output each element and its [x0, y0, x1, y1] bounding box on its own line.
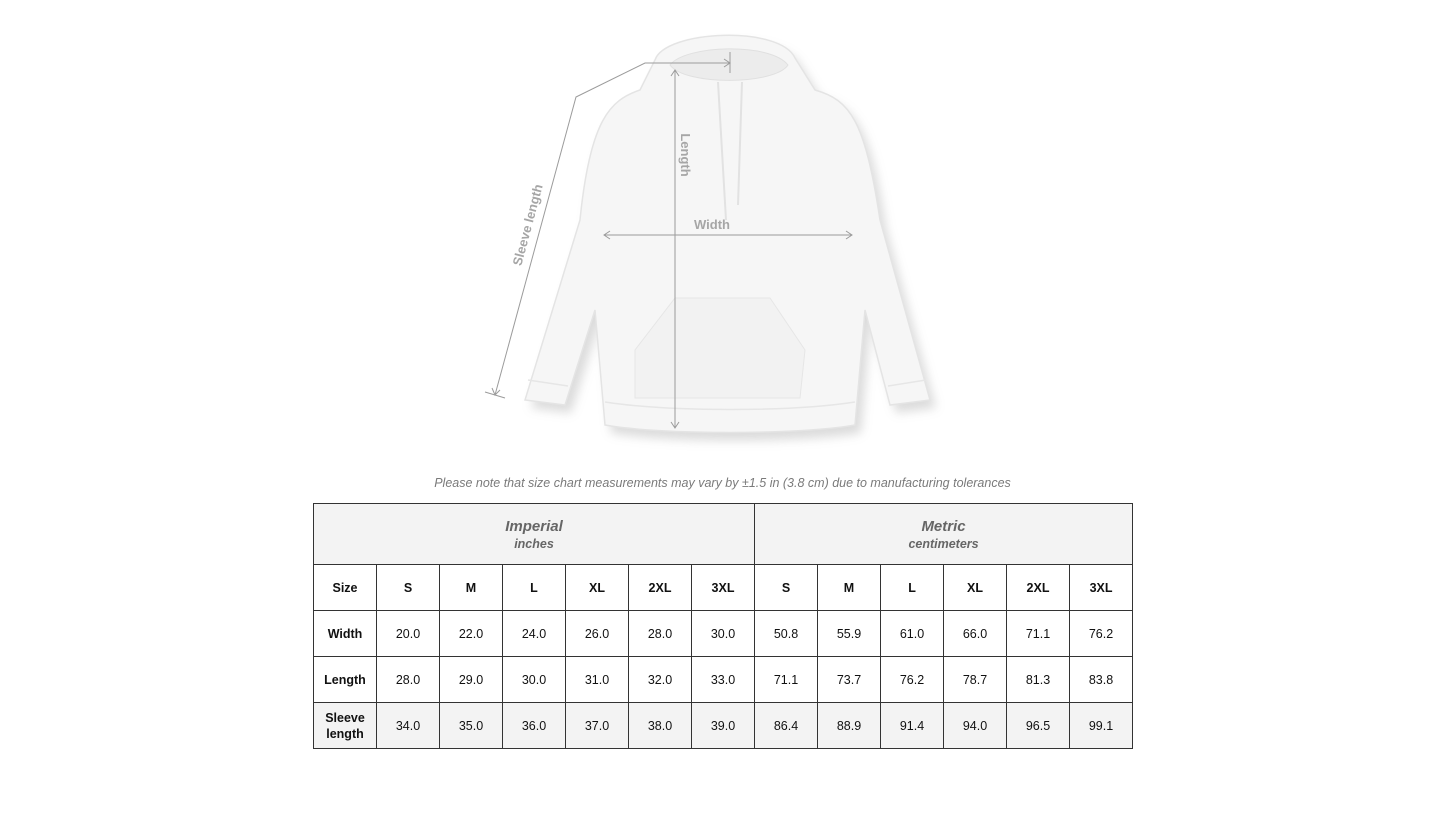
table-cell: 55.9: [818, 611, 881, 657]
unit-group-row: [314, 504, 1133, 565]
table-cell: 76.2: [881, 657, 944, 703]
sleeve-length-label: Sleeve length: [509, 182, 546, 268]
table-cell: 37.0: [566, 703, 629, 749]
table-cell: 20.0: [377, 611, 440, 657]
table-cell: 36.0: [503, 703, 566, 749]
size-header: S: [377, 565, 440, 611]
imperial-unit: inches: [514, 536, 554, 551]
metric-unit: centimeters: [908, 536, 979, 551]
size-header-row: [314, 565, 1133, 611]
row-label: Sleeve length: [314, 703, 377, 749]
size-label: Size: [314, 565, 377, 611]
metric-title: Metric: [921, 517, 966, 535]
width-label: Width: [694, 217, 730, 232]
table-cell: 81.3: [1007, 657, 1070, 703]
table-cell: 71.1: [755, 657, 818, 703]
size-header: 2XL: [1007, 565, 1070, 611]
table-cell: 28.0: [629, 611, 692, 657]
size-header: 3XL: [1070, 565, 1133, 611]
size-chart-table: [313, 503, 1133, 749]
table-cell: 29.0: [440, 657, 503, 703]
size-header: M: [818, 565, 881, 611]
size-header: L: [881, 565, 944, 611]
metric-header: [755, 504, 1133, 565]
size-header: XL: [566, 565, 629, 611]
table-row-length: [314, 657, 1133, 703]
table-cell: 78.7: [944, 657, 1007, 703]
table-cell: 34.0: [377, 703, 440, 749]
table-cell: 22.0: [440, 611, 503, 657]
table-cell: 33.0: [692, 657, 755, 703]
size-header: L: [503, 565, 566, 611]
size-header: 3XL: [692, 565, 755, 611]
table-cell: 73.7: [818, 657, 881, 703]
size-header: S: [755, 565, 818, 611]
table-cell: 50.8: [755, 611, 818, 657]
table-cell: 86.4: [755, 703, 818, 749]
row-label: Length: [314, 657, 377, 703]
table-cell: 32.0: [629, 657, 692, 703]
imperial-header: [314, 504, 755, 565]
table-cell: 96.5: [1007, 703, 1070, 749]
size-header: XL: [944, 565, 1007, 611]
table-cell: 99.1: [1070, 703, 1133, 749]
table-cell: 71.1: [1007, 611, 1070, 657]
table-cell: 31.0: [566, 657, 629, 703]
table-cell: 28.0: [377, 657, 440, 703]
table-cell: 24.0: [503, 611, 566, 657]
length-label: Length: [678, 133, 693, 177]
hoodie-illustration: [470, 20, 970, 465]
row-label: Width: [314, 611, 377, 657]
table-row-sleeve-length: [314, 703, 1133, 749]
table-cell: 30.0: [503, 657, 566, 703]
hoodie-diagram: [470, 20, 970, 465]
table-cell: 26.0: [566, 611, 629, 657]
table-cell: 61.0: [881, 611, 944, 657]
table-cell: 76.2: [1070, 611, 1133, 657]
table-cell: 30.0: [692, 611, 755, 657]
table-cell: 83.8: [1070, 657, 1133, 703]
table-cell: 94.0: [944, 703, 1007, 749]
size-header: 2XL: [629, 565, 692, 611]
table-cell: 91.4: [881, 703, 944, 749]
table-cell: 35.0: [440, 703, 503, 749]
imperial-title: Imperial: [505, 517, 563, 535]
table-cell: 39.0: [692, 703, 755, 749]
table-row-width: [314, 611, 1133, 657]
tolerance-note: Please note that size chart measurements may vary by ±1.5 in (3.8 cm) due to manufacturing tolerances: [434, 476, 1011, 490]
table-cell: 88.9: [818, 703, 881, 749]
table-cell: 66.0: [944, 611, 1007, 657]
table-cell: 38.0: [629, 703, 692, 749]
size-header: M: [440, 565, 503, 611]
